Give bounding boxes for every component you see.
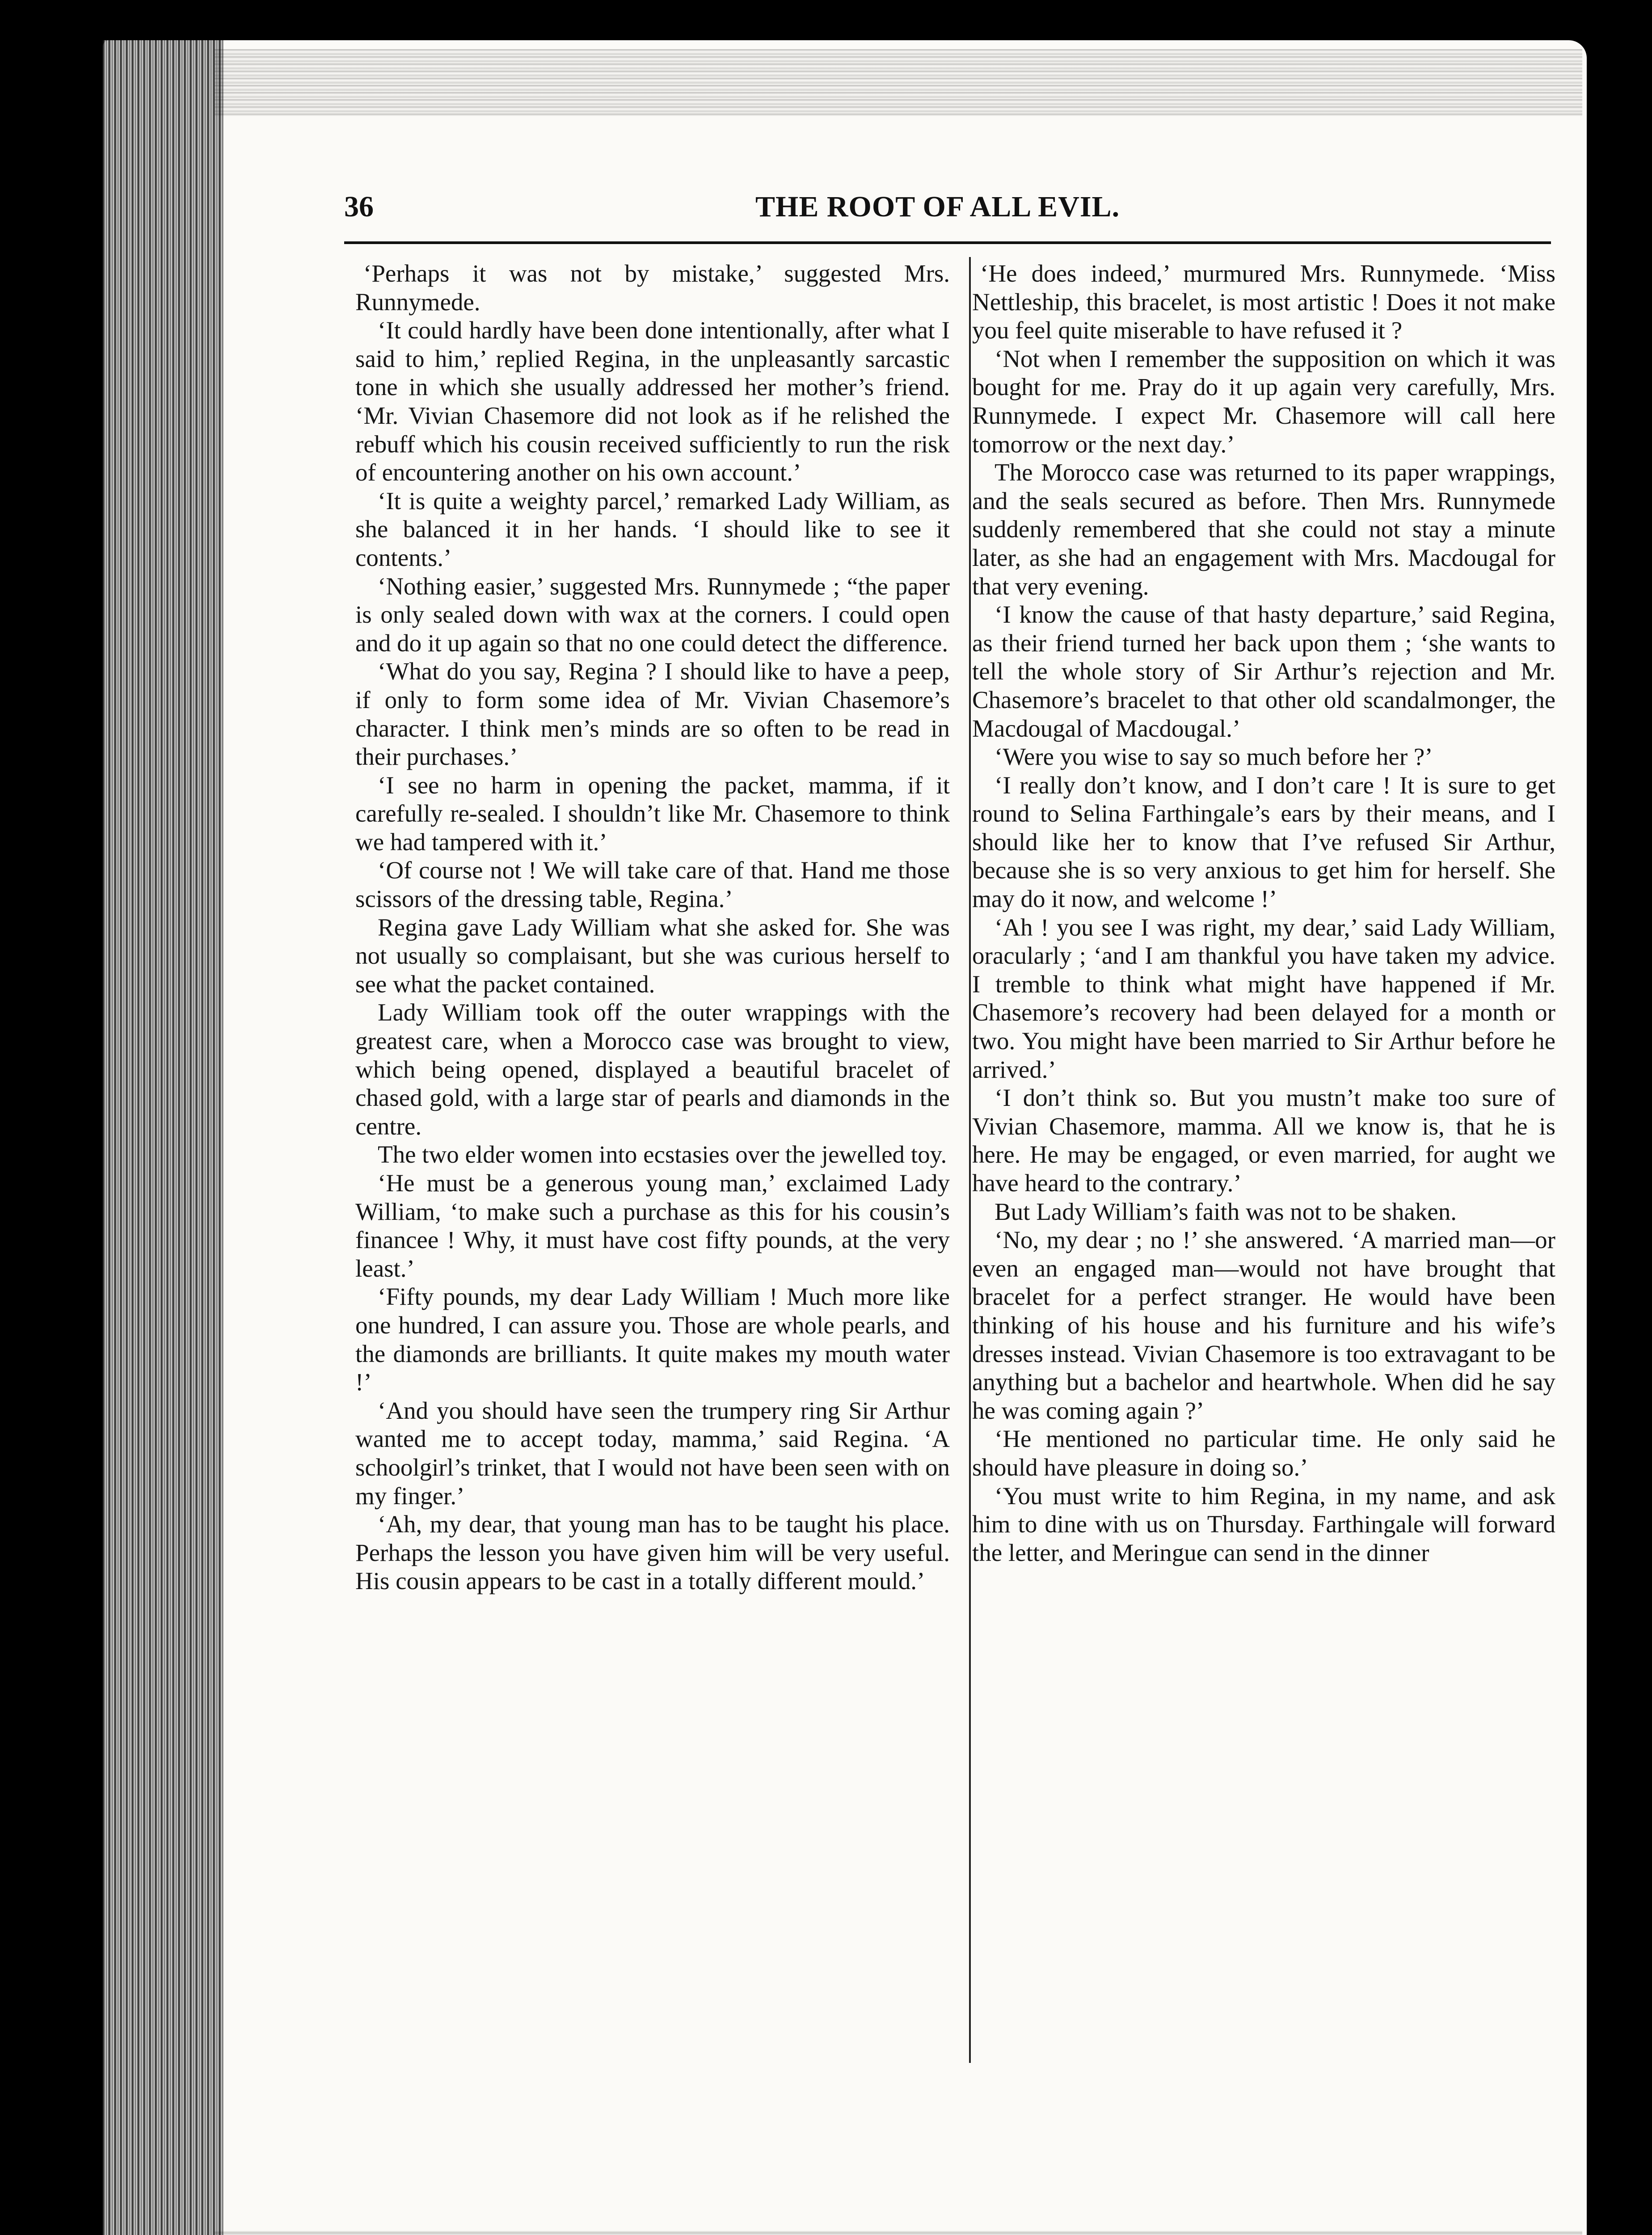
paragraph: ‘It is quite a weighty parcel,’ remarked Lady William, as she balanced it in her hands. ‘I should like to see it contents.’ <box>355 487 950 571</box>
paragraph: ‘I don’t think so. But you mustn’t make too sure of Vivian Chasemore, mamma. All we know is, that he is here. He may be engaged, or even married, for aught we have heard to the contrary.’ <box>972 1084 1555 1197</box>
paragraph: ‘Perhaps it was not by mistake,’ suggested Mrs. Runnymede. <box>355 260 950 316</box>
page-number: 36 <box>344 190 374 223</box>
paragraph: ‘It could hardly have been done intentionally, after what I said to him,’ replied Regina, in the unpleasantly sarcastic tone in which she usually addressed her mother’s friend. ‘Mr. Vivian Chasemore did not look as if he relished the rebuff which his cousin received sufficiently to run the risk of encountering another on his own account.’ <box>355 316 950 486</box>
paragraph: Lady William took off the outer wrappings with the greatest care, when a Morocco case was brought to view, which being opened, displayed a beautiful bracelet of chased gold, with a large star of pearls and diamonds in the centre. <box>355 999 950 1140</box>
left-column <box>355 259 950 1595</box>
paragraph: ‘Were you wise to say so much before her ?’ <box>995 743 1433 771</box>
paragraph: ‘What do you say, Regina ? I should like to have a peep, if only to form some idea of Mr. Vivian Chasemore’s character. I think men’s minds are so often to be read in their purchases.’ <box>355 658 950 771</box>
page-edge-shadow <box>103 40 223 2235</box>
paragraph: ‘Fifty pounds, my dear Lady William ! Much more like one hundred, I can assure you. Those are whole pearls, and the diamonds are brilliants. It quite makes my mouth water !’ <box>355 1283 950 1396</box>
paragraph: ‘Of course not ! We will take care of that. Hand me those scissors of the dressing table, Regina.’ <box>355 856 950 913</box>
paragraph: ‘I see no harm in opening the packet, mamma, if it carefully re-sealed. I shouldn’t like Mr. Chasemore to think we had tampered with it.’ <box>355 771 950 856</box>
paragraph: The Morocco case was returned to its paper wrappings, and the seals secured as before. Then Mrs. Runnymede suddenly remembered that she could not stay a minute later, as she had an engagement with Mrs. Macdougal for that very evening. <box>972 459 1555 600</box>
paragraph: ‘I really don’t know, and I don’t care ! It is sure to get round to Selina Farthingale’s ears by their means, and I should like her to know that I’ve refused Sir Arthur, because she is so very anxious to get him for herself. She may do it now, and welcome !’ <box>972 771 1555 913</box>
paragraph: Regina gave Lady William what she asked for. She was not usually so complaisant, but she was curious herself to see what the packet contained. <box>355 913 950 998</box>
paragraph: ‘Not when I remember the supposition on which it was bought for me. Pray do it up again very carefully, Mrs. Runnymede. I expect Mr. Chasemore will call here tomorrow or the next day.’ <box>972 345 1555 458</box>
paragraph: ‘You must write to him Regina, in my name, and ask him to dine with us on Thursday. Farthingale will forward the letter, and Meringue can send in the dinner <box>972 1482 1555 1566</box>
paragraph: ‘And you should have seen the trumpery ring Sir Arthur wanted me to accept today, mamma,’ said Regina. ‘A schoolgirl’s trinket, that I would not have been seen with on my finger.’ <box>355 1396 950 1510</box>
top-page-edge <box>215 49 1582 116</box>
paragraph: ‘He must be a generous young man,’ exclaimed Lady William, ‘to make such a purchase as this for his cousin’s financee ! Why, it must have cost fifty pounds, at the very least.’ <box>355 1169 950 1282</box>
column-divider <box>969 257 971 2063</box>
paragraph: ‘Nothing easier,’ suggested Mrs. Runnymede ; “the paper is only sealed down with wax at the corners. I could open and do it up again so that no one could detect the difference. <box>355 572 950 657</box>
paragraph: But Lady William’s faith was not to be shaken. <box>995 1198 1457 1225</box>
running-title: THE ROOT OF ALL EVIL. <box>755 190 1120 223</box>
header-rule <box>344 241 1551 244</box>
paragraph: The two elder women into ecstasies over the jewelled toy. <box>378 1141 947 1168</box>
paragraph: ‘I know the cause of that hasty departure,’ said Regina, as their friend turned her back upon them ; ‘she wants to tell the whole story of Sir Arthur’s rejection and Mr. Chasemore’s bracelet to that other old scandalmonger, the Macdougal of Macdougal.’ <box>972 601 1555 742</box>
right-column <box>972 259 1555 1567</box>
paragraph: ‘No, my dear ; no !’ she answered. ‘A married man—or even an engaged man—would not have brought that bracelet for a perfect stranger. He would have been thinking of his house and his furniture and his wife’s dresses instead. Vivian Chasemore is too extravagant to be anything but a bachelor and heartwhole. When did he say he was coming again ?’ <box>972 1226 1555 1424</box>
paragraph: ‘Ah ! you see I was right, my dear,’ said Lady William, oracularly ; ‘and I am thankful you have taken my advice. I tremble to think what might have happened if Mr. Chasemore’s recovery had been delayed for a month or two. You might have been married to Sir Arthur before he arrived.’ <box>972 913 1555 1083</box>
paragraph: ‘He does indeed,’ murmured Mrs. Runnymede. ‘Miss Nettleship, this bracelet, is most artistic ! Does it not make you feel quite miserable to have refused it ? <box>972 260 1555 344</box>
paragraph: ‘Ah, my dear, that young man has to be taught his place. Perhaps the lesson you have given him will be very useful. His cousin appears to be cast in a totally different mould.’ <box>355 1510 950 1595</box>
bottom-page-edge <box>215 2231 1582 2235</box>
paragraph: ‘He mentioned no particular time. He only said he should have pleasure in doing so.’ <box>972 1425 1555 1481</box>
